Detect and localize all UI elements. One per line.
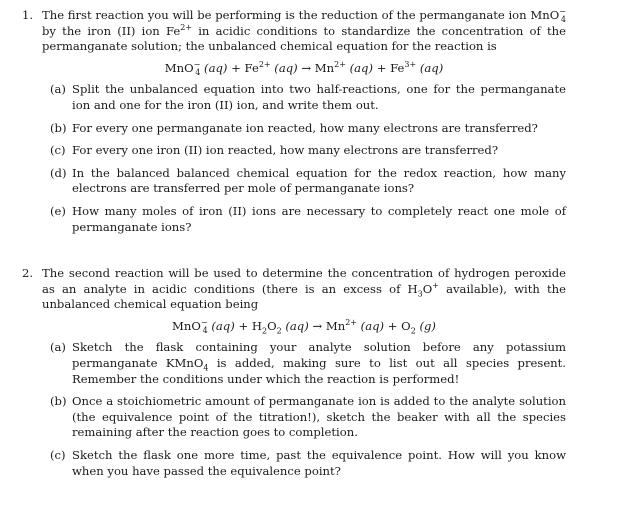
question-parts	[22, 82, 566, 235]
question-part-c	[50, 448, 566, 479]
charge-superscript: 2+	[334, 59, 346, 69]
part-label: (e)	[50, 203, 66, 218]
state-label: (aq)	[270, 60, 298, 75]
part-text: Sketch the flask containing your analyte solution before any potassium permanganate KMnO	[72, 340, 566, 370]
problem-1	[22, 8, 566, 242]
intro-text: in acidic conditions to standardize the concentration of the permanganate solution; the unbalanced chemical equation for the reaction is	[42, 23, 566, 54]
subscript: 4	[202, 326, 208, 336]
chemical-equation	[42, 319, 566, 335]
plus-sign: +	[234, 318, 252, 333]
problem-number: 1.	[22, 8, 34, 22]
charge-superscript: 2+	[345, 317, 357, 327]
problem-2	[22, 266, 566, 486]
species: Fe	[244, 60, 259, 75]
part-text: For every one iron (II) ion reacted, how many electrons are transferred?	[72, 143, 499, 158]
question-part-d	[50, 166, 566, 197]
state-label: (aq)	[345, 60, 374, 75]
plus-sign: +	[227, 60, 245, 75]
part-label: (b)	[50, 120, 67, 135]
species: MnO	[164, 60, 194, 75]
subscript: 4	[203, 363, 209, 373]
problem-intro	[42, 8, 566, 55]
question-part-c	[50, 143, 566, 159]
intro-text: available), with the unbalanced chemical equation being	[42, 281, 567, 312]
part-text: How many moles of iron (II) ions are necessary to completely react one mole of permanganate ions?	[72, 203, 566, 234]
species: O	[401, 318, 411, 333]
part-label: (b)	[50, 394, 67, 409]
question-parts	[22, 340, 566, 479]
subscript: 2	[276, 326, 282, 336]
part-text: Sketch the flask one more time, past the equivalence point. How will you know when you have passed the equivalence point?	[72, 447, 566, 478]
species: Fe	[390, 60, 405, 75]
question-part-e	[50, 204, 566, 235]
state-label: (aq)	[200, 60, 228, 75]
subscript: 4	[560, 15, 566, 25]
subscript: 2	[261, 326, 268, 336]
species: O	[267, 318, 277, 333]
charge-superscript: −	[200, 317, 208, 327]
chemical-equation	[42, 61, 566, 77]
reaction-arrow: →	[297, 60, 315, 75]
intro-text: The second reaction will be used to determine the concentration of hydrogen peroxide as an analyte in acidic conditions (there is an excess of H	[42, 266, 566, 296]
charge-superscript: −	[559, 7, 566, 17]
part-label: (a)	[50, 340, 66, 355]
problem-intro	[42, 266, 566, 313]
question-part-b	[50, 394, 566, 441]
subscript: 4	[195, 68, 201, 78]
state-label: (aq)	[357, 318, 385, 333]
part-text: For every one permanganate ion reacted, how many electrons are transferred?	[72, 120, 538, 135]
question-part-b	[50, 121, 566, 137]
intro-text: The first reaction you will be performing is the reduction of the permanganate ion MnO	[42, 8, 560, 22]
species: H	[251, 318, 262, 333]
charge-superscript: 2+	[258, 59, 271, 69]
species: Mn	[325, 318, 346, 333]
species: Mn	[314, 60, 335, 75]
part-text: Once a stoichiometric amount of permanganate ion is added to the analyte solution (the equivalence point of the titration!), sketch the beaker with all the species remaining after the reaction goes to completion.	[72, 394, 566, 440]
subscript: 2	[410, 326, 416, 336]
part-label: (c)	[50, 447, 66, 462]
intro-text: O	[422, 281, 433, 296]
state-label: (aq)	[281, 318, 309, 333]
plus-sign: +	[384, 318, 402, 333]
species: MnO	[172, 318, 201, 333]
charge-superscript: 3+	[404, 59, 417, 69]
part-text: In the balanced balanced chemical equation for the redox reaction, how many electrons are transferred per mole of permanganate ions?	[72, 165, 566, 196]
question-part-a	[50, 82, 566, 113]
state-label: (aq)	[416, 60, 444, 75]
charge-superscript: 2+	[180, 22, 193, 32]
part-label: (a)	[50, 82, 66, 97]
question-part-a	[50, 340, 566, 387]
part-label: (d)	[50, 165, 67, 180]
part-text: Split the unbalanced equation into two half-reactions, one for the permanganate ion and one for the iron (II) ion, and write them out.	[72, 82, 566, 112]
charge-superscript: +	[432, 280, 439, 290]
reaction-arrow: →	[308, 318, 326, 333]
charge-superscript: −	[193, 59, 201, 69]
part-text: is added, making sure to list out all species present. Remember the conditions under which the reaction is performed!	[72, 355, 566, 386]
subscript: 3	[417, 288, 423, 298]
part-label: (c)	[50, 143, 66, 158]
state-label: (g)	[415, 318, 436, 333]
intro-text: by the iron (II) ion Fe	[42, 23, 181, 38]
plus-sign: +	[373, 60, 391, 75]
state-label: (aq)	[207, 318, 235, 333]
problem-number: 2.	[22, 266, 34, 280]
